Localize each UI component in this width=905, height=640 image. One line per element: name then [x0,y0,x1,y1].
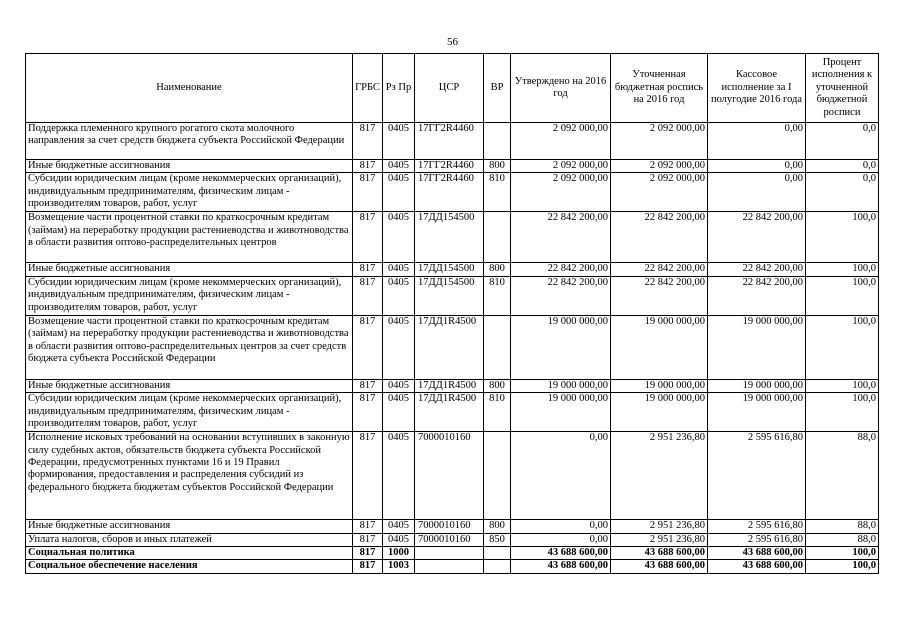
cell-vr: 800 [484,520,511,533]
table-row [26,379,879,392]
cell-cash: 2 595 616,80 [708,533,806,546]
cell-name: Возмещение части процентной ставки по краткосрочным кредитам (займам) на переработку продукции растениеводства и животноводства в области развития оптово-распределительных центров [26,212,353,263]
cell-csr: 17ДД1R4500 [415,393,484,432]
cell-grbs: 817 [353,547,383,560]
cell-rzpr: 0405 [383,393,415,432]
cell-rzpr: 0405 [383,263,415,276]
cell-cash: 43 688 600,00 [708,547,806,560]
cell-vr [484,123,511,160]
cell-rzpr: 0405 [383,123,415,160]
cell-rzpr: 0405 [383,520,415,533]
cell-grbs: 817 [353,379,383,392]
cell-percent: 100,0 [806,276,879,315]
table-row [26,547,879,560]
cell-name: Уплата налогов, сборов и иных платежей [26,533,353,546]
cell-name: Возмещение части процентной ставки по краткосрочным кредитам (займам) на переработку продукции растениеводства и животноводства в области развития оптово-распределительных центров за счет средств бюджета субъекта Российской Федерации [26,315,353,379]
cell-grbs: 817 [353,212,383,263]
table-row [26,533,879,546]
cell-refined: 22 842 200,00 [611,263,708,276]
cell-name: Субсидии юридическим лицам (кроме некоммерческих организаций), индивидуальным предпринимателям, физическим лицам - производителям товаров, работ, услуг [26,276,353,315]
cell-csr: 7000010160 [415,520,484,533]
cell-name: Иные бюджетные ассигнования [26,263,353,276]
cell-percent: 88,0 [806,533,879,546]
cell-cash: 19 000 000,00 [708,315,806,379]
cell-rzpr: 0405 [383,160,415,173]
cell-refined: 2 951 236,80 [611,520,708,533]
cell-csr: 17ГГ2R4460 [415,160,484,173]
cell-approved: 2 092 000,00 [511,173,611,212]
cell-percent: 100,0 [806,560,879,573]
table-row [26,393,879,432]
cell-csr: 7000010160 [415,432,484,520]
header-refined: Уточненная бюджетная роспись на 2016 год [611,54,708,123]
cell-csr [415,547,484,560]
cell-grbs: 817 [353,560,383,573]
header-rzpr: Рз Пр [383,54,415,123]
cell-cash: 19 000 000,00 [708,393,806,432]
cell-grbs: 817 [353,123,383,160]
cell-csr: 17ДД154500 [415,263,484,276]
table-row [26,315,879,379]
header-cash: Кассовое исполнение за I полугодие 2016 года [708,54,806,123]
cell-percent: 88,0 [806,520,879,533]
cell-name: Иные бюджетные ассигнования [26,160,353,173]
cell-cash: 22 842 200,00 [708,212,806,263]
cell-name: Исполнение исковых требований на основании вступивших в законную силу судебных актов, обязательств бюджета субъекта Российской Федерации, предусмотренных пунктами 16 и 19 Правил формирования, предоставления и распределения субсидий из федерального бюджета бюджетам субъектов Российской Федерации [26,432,353,520]
cell-approved: 22 842 200,00 [511,276,611,315]
table-row [26,263,879,276]
table-row [26,212,879,263]
cell-vr: 810 [484,276,511,315]
cell-cash: 2 595 616,80 [708,520,806,533]
cell-approved: 2 092 000,00 [511,123,611,160]
cell-grbs: 817 [353,160,383,173]
cell-refined: 43 688 600,00 [611,560,708,573]
cell-name: Иные бюджетные ассигнования [26,520,353,533]
cell-grbs: 817 [353,393,383,432]
table-body [26,123,879,574]
cell-cash: 19 000 000,00 [708,379,806,392]
header-csr: ЦСР [415,54,484,123]
cell-vr: 810 [484,173,511,212]
table-row [26,560,879,573]
table-row [26,520,879,533]
cell-rzpr: 0405 [383,533,415,546]
cell-rzpr: 1000 [383,547,415,560]
cell-percent: 100,0 [806,212,879,263]
cell-percent: 0,0 [806,160,879,173]
cell-percent: 88,0 [806,432,879,520]
cell-rzpr: 0405 [383,432,415,520]
cell-approved: 0,00 [511,432,611,520]
cell-csr: 17ДД1R4500 [415,379,484,392]
header-grbs: ГРБС [353,54,383,123]
cell-approved: 43 688 600,00 [511,560,611,573]
cell-rzpr: 0405 [383,212,415,263]
cell-grbs: 817 [353,173,383,212]
cell-cash: 0,00 [708,173,806,212]
cell-approved: 43 688 600,00 [511,547,611,560]
cell-approved: 22 842 200,00 [511,263,611,276]
cell-cash: 0,00 [708,123,806,160]
cell-vr: 850 [484,533,511,546]
cell-name: Субсидии юридическим лицам (кроме некоммерческих организаций), индивидуальным предпринимателям, физическим лицам - производителям товаров, работ, услуг [26,173,353,212]
cell-name: Социальное обеспечение населения [26,560,353,573]
cell-rzpr: 0405 [383,379,415,392]
cell-approved: 0,00 [511,520,611,533]
table-header-row [26,54,879,123]
header-name: Наименование [26,54,353,123]
cell-refined: 2 092 000,00 [611,160,708,173]
header-percent: Процент исполнения к уточненной бюджетной росписи [806,54,879,123]
cell-approved: 19 000 000,00 [511,315,611,379]
cell-vr: 800 [484,379,511,392]
cell-vr [484,212,511,263]
cell-rzpr: 0405 [383,276,415,315]
cell-refined: 22 842 200,00 [611,276,708,315]
cell-approved: 22 842 200,00 [511,212,611,263]
cell-cash: 43 688 600,00 [708,560,806,573]
table-row [26,160,879,173]
table-row [26,123,879,160]
budget-table [25,53,879,574]
cell-approved: 0,00 [511,533,611,546]
cell-rzpr: 0405 [383,315,415,379]
cell-vr: 800 [484,263,511,276]
table-row [26,432,879,520]
cell-refined: 2 092 000,00 [611,173,708,212]
cell-csr: 17ГГ2R4460 [415,173,484,212]
cell-approved: 19 000 000,00 [511,393,611,432]
header-vr: ВР [484,54,511,123]
cell-grbs: 817 [353,533,383,546]
cell-percent: 0,0 [806,173,879,212]
cell-percent: 100,0 [806,315,879,379]
cell-percent: 100,0 [806,547,879,560]
cell-csr: 7000010160 [415,533,484,546]
cell-csr: 17ДД154500 [415,276,484,315]
cell-grbs: 817 [353,432,383,520]
cell-refined: 2 092 000,00 [611,123,708,160]
cell-approved: 2 092 000,00 [511,160,611,173]
cell-vr: 810 [484,393,511,432]
cell-percent: 0,0 [806,123,879,160]
cell-grbs: 817 [353,520,383,533]
cell-refined: 2 951 236,80 [611,533,708,546]
cell-grbs: 817 [353,315,383,379]
cell-vr [484,547,511,560]
cell-name: Субсидии юридическим лицам (кроме некоммерческих организаций), индивидуальным предпринимателям, физическим лицам - производителям товаров, работ, услуг [26,393,353,432]
table-row [26,173,879,212]
cell-refined: 19 000 000,00 [611,393,708,432]
cell-name: Социальная политика [26,547,353,560]
cell-cash: 0,00 [708,160,806,173]
cell-refined: 2 951 236,80 [611,432,708,520]
cell-name: Иные бюджетные ассигнования [26,379,353,392]
cell-approved: 19 000 000,00 [511,379,611,392]
cell-percent: 100,0 [806,393,879,432]
cell-csr [415,560,484,573]
cell-percent: 100,0 [806,379,879,392]
cell-rzpr: 0405 [383,173,415,212]
cell-grbs: 817 [353,276,383,315]
cell-refined: 43 688 600,00 [611,547,708,560]
cell-refined: 19 000 000,00 [611,315,708,379]
cell-rzpr: 1003 [383,560,415,573]
page-number: 56 [447,36,458,48]
table-row [26,276,879,315]
cell-refined: 19 000 000,00 [611,379,708,392]
cell-vr [484,432,511,520]
cell-refined: 22 842 200,00 [611,212,708,263]
cell-cash: 22 842 200,00 [708,263,806,276]
cell-vr [484,315,511,379]
cell-csr: 17ДД154500 [415,212,484,263]
cell-vr [484,560,511,573]
cell-csr: 17ГГ2R4460 [415,123,484,160]
cell-csr: 17ДД1R4500 [415,315,484,379]
header-approved: Утверждено на 2016 год [511,54,611,123]
cell-grbs: 817 [353,263,383,276]
cell-cash: 2 595 616,80 [708,432,806,520]
cell-percent: 100,0 [806,263,879,276]
cell-cash: 22 842 200,00 [708,276,806,315]
cell-name: Поддержка племенного крупного рогатого скота молочного направления за счет средств бюджета субъекта Российской Федерации [26,123,353,160]
cell-vr: 800 [484,160,511,173]
